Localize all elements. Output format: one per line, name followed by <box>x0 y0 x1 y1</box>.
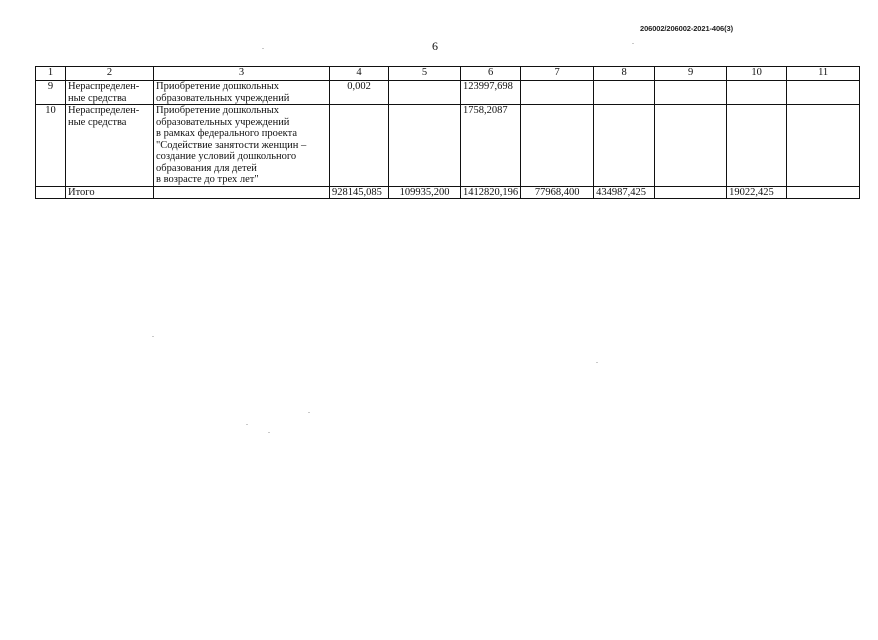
funding-source-line: ные средства <box>68 116 127 128</box>
total-col-6: 1412820,196 <box>461 186 521 199</box>
scan-speck <box>308 412 310 413</box>
column-header-10: 10 <box>727 67 787 81</box>
cell-col-4: 0,002 <box>330 81 389 105</box>
cell-col-9 <box>655 105 727 187</box>
cell-col-10 <box>727 105 787 187</box>
budget-table <box>35 66 860 199</box>
purpose-line: создание условий дошкольного <box>156 151 297 162</box>
cell-col-9 <box>655 81 727 105</box>
cell-col-10 <box>727 81 787 105</box>
funding-source <box>66 81 154 105</box>
purpose-line: "Содействие занятости женщин – <box>156 139 307 151</box>
total-col-4: 928145,085 <box>330 186 389 199</box>
cell-col-8 <box>594 81 655 105</box>
total-col-11 <box>787 186 860 199</box>
purpose-line: Приобретение дошкольных <box>156 105 280 116</box>
table-row <box>36 105 860 187</box>
cell-col-6: 1758,2087 <box>461 105 521 187</box>
total-col-5: 109935,200 <box>389 186 461 199</box>
row-number: 10 <box>36 105 66 187</box>
scan-speck <box>632 43 634 44</box>
total-col-8: 434987,425 <box>594 186 655 199</box>
purpose-line: в возрасте до трех лет" <box>156 174 259 185</box>
column-header-6: 6 <box>461 67 521 81</box>
purpose-line: Приобретение дошкольных <box>156 81 280 92</box>
cell-col-11 <box>787 81 860 105</box>
page-number: 6 <box>432 39 438 53</box>
purpose-line: образовательных учреждений <box>156 92 290 104</box>
funding-source-line: Нераспределен- <box>68 105 140 116</box>
total-row <box>36 186 860 199</box>
total-label: Итого <box>66 186 154 199</box>
cell-col-5 <box>389 81 461 105</box>
cell-col-6: 123997,698 <box>461 81 521 105</box>
column-header-5: 5 <box>389 67 461 81</box>
column-header-2: 2 <box>66 67 154 81</box>
total-col-9 <box>655 186 727 199</box>
row-number: 9 <box>36 81 66 105</box>
column-header-7: 7 <box>521 67 594 81</box>
total-col-7: 77968,400 <box>521 186 594 199</box>
total-col-3 <box>154 186 330 199</box>
scan-speck <box>596 362 598 363</box>
cell-col-8 <box>594 105 655 187</box>
purpose-line: образовательных учреждений <box>156 116 290 128</box>
cell-col-5 <box>389 105 461 187</box>
purpose-description <box>154 81 330 105</box>
column-header-3: 3 <box>154 67 330 81</box>
scan-speck <box>262 48 264 49</box>
table-row <box>36 81 860 105</box>
purpose-line: образования для детей <box>156 162 257 174</box>
document-id: 206002/206002-2021-406(3) <box>640 24 733 33</box>
purpose-line: в рамках федерального проекта <box>156 128 298 139</box>
funding-source <box>66 105 154 187</box>
scan-speck <box>152 336 154 337</box>
column-header-8: 8 <box>594 67 655 81</box>
total-col-10: 19022,425 <box>727 186 787 199</box>
column-header-4: 4 <box>330 67 389 81</box>
cell-col-11 <box>787 105 860 187</box>
purpose-description <box>154 105 330 187</box>
cell-col-7 <box>521 81 594 105</box>
column-header-9: 9 <box>655 67 727 81</box>
scan-speck <box>246 424 248 425</box>
cell-col-4 <box>330 105 389 187</box>
column-header-11: 11 <box>787 67 860 81</box>
table-header-row <box>36 67 860 81</box>
column-header-1: 1 <box>36 67 66 81</box>
cell-col-7 <box>521 105 594 187</box>
scan-speck <box>268 432 270 433</box>
funding-source-line: Нераспределен- <box>68 81 140 92</box>
funding-source-line: ные средства <box>68 92 127 104</box>
total-row-number <box>36 186 66 199</box>
